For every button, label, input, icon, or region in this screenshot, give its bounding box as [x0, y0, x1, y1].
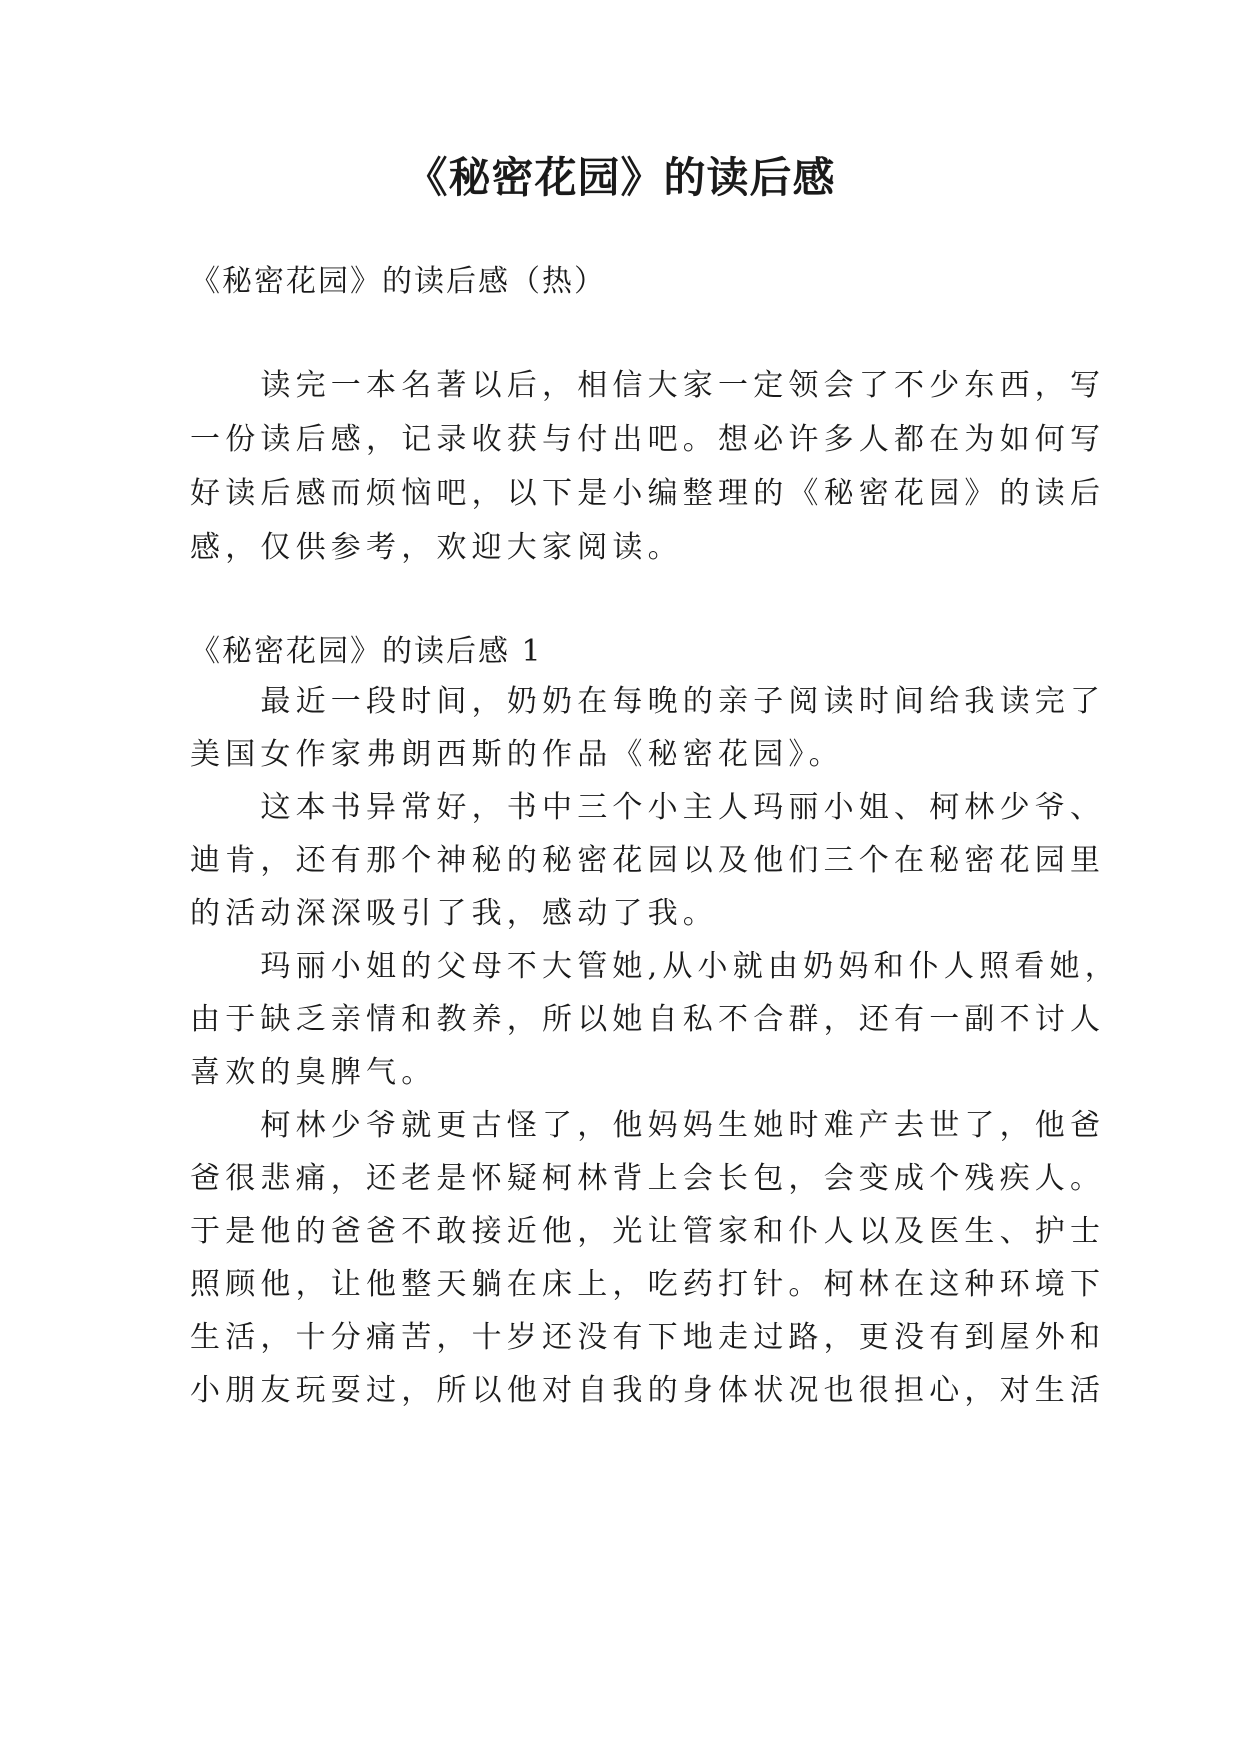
body-line: 这本书异常好，书中三个小主人玛丽小姐、柯林少爷、 [190, 790, 1106, 825]
intro-line: 读完一本名著以后，相信大家一定领会了不少东西，写 [190, 368, 1106, 403]
intro-line: 好读后感而烦恼吧，以下是小编整理的《秘密花园》的读后 [190, 476, 1106, 511]
body-line: 小朋友玩耍过，所以他对自我的身体状况也很担心，对生活 [190, 1373, 1106, 1408]
document-subtitle: 《秘密花园》的读后感（热） [190, 264, 606, 299]
body-line: 的活动深深吸引了我，感动了我。 [190, 896, 718, 931]
body-line: 美国女作家弗朗西斯的作品《秘密花园》。 [190, 737, 844, 772]
body-line: 由于缺乏亲情和教养，所以她自私不合群，还有一副不讨人 [190, 1002, 1106, 1037]
body-line: 照顾他，让他整天躺在床上，吃药打针。柯林在这种环境下 [190, 1267, 1106, 1302]
body-line: 于是他的爸爸不敢接近他，光让管家和仆人以及医生、护士 [190, 1214, 1106, 1249]
section-heading: 《秘密花园》的读后感 1 [190, 634, 543, 669]
body-line: 生活，十分痛苦，十岁还没有下地走过路，更没有到屋外和 [190, 1320, 1106, 1355]
document-title: 《秘密花园》的读后感 [405, 153, 836, 202]
body-line: 最近一段时间，奶奶在每晚的亲子阅读时间给我读完了 [190, 684, 1106, 719]
body-line: 喜欢的臭脾气。 [190, 1055, 437, 1090]
body-line: 柯林少爷就更古怪了，他妈妈生她时难产去世了，他爸 [190, 1108, 1106, 1143]
intro-line: 感，仅供参考，欢迎大家阅读。 [190, 530, 683, 565]
body-line: 爸很悲痛，还老是怀疑柯林背上会长包，会变成个残疾人。 [190, 1161, 1106, 1196]
body-line: 迪肯，还有那个神秘的秘密花园以及他们三个在秘密花园里 [190, 843, 1106, 878]
body-line: 玛丽小姐的父母不大管她,从小就由奶妈和仆人照看她， [190, 949, 1120, 984]
intro-line: 一份读后感，记录收获与付出吧。想必许多人都在为如何写 [190, 422, 1106, 457]
